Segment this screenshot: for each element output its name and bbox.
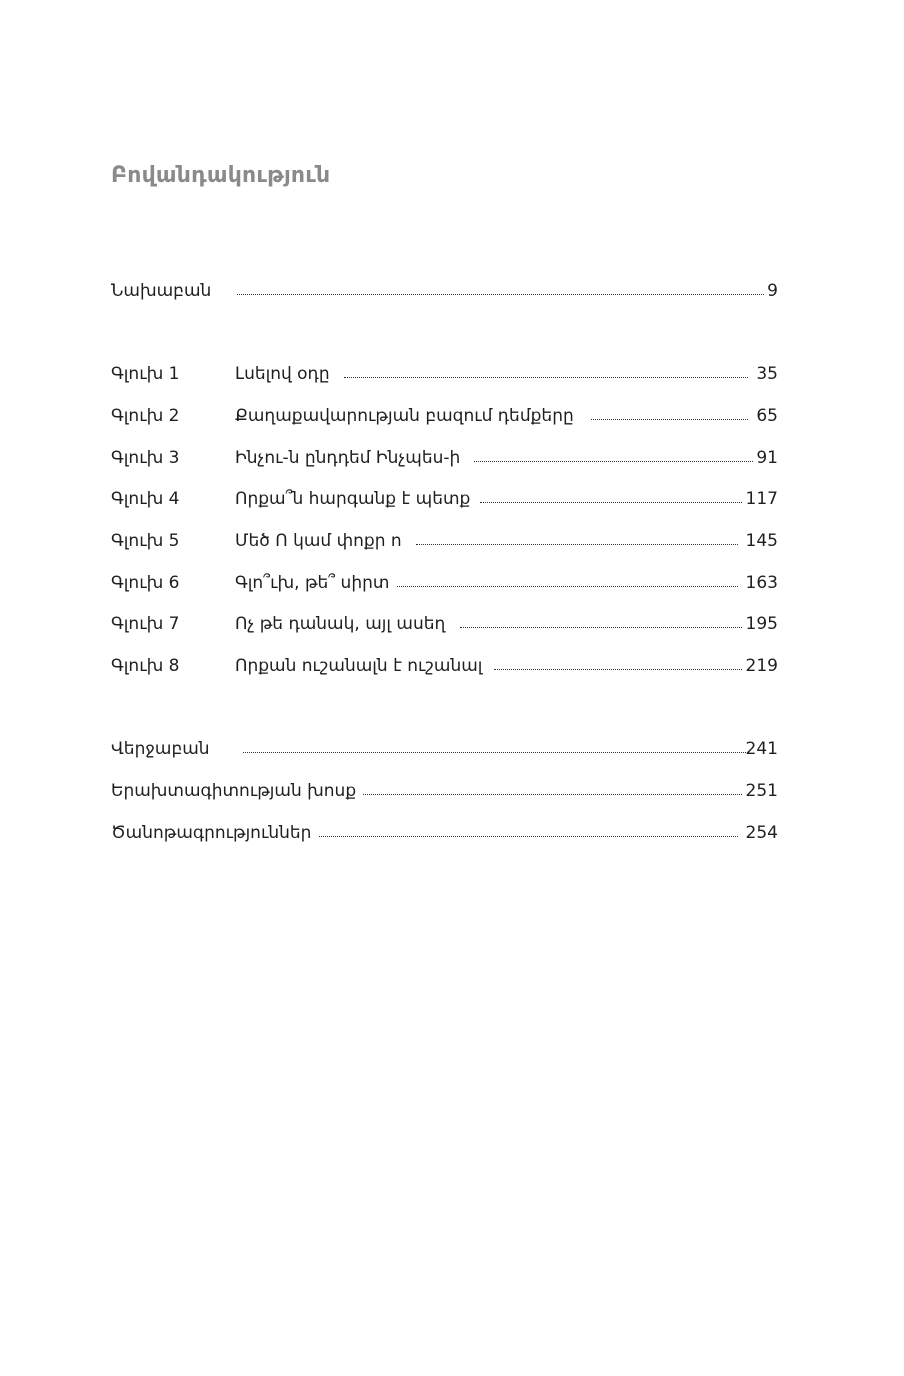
chapter-label: Գլուխ 8 [111, 656, 180, 676]
entry-label: Երախտագիտության խոսք [111, 781, 357, 801]
page-number: 117 [745, 489, 778, 509]
toc-heading: Բովանդակություն [111, 163, 331, 188]
toc-entry-notes[interactable] [111, 821, 778, 845]
chapter-label: Գլուխ 4 [111, 489, 180, 509]
chapter-title: Քաղաքավարության բազում դեմքերը [235, 406, 574, 426]
toc-entry-chapter-7[interactable] [111, 612, 778, 636]
chapter-title: Մեծ Ո կամ փոքր ո [235, 531, 402, 551]
entry-label: Վերջաբան [111, 739, 210, 759]
toc-entry-preface[interactable] [111, 279, 778, 303]
dot-leader [319, 828, 738, 837]
chapter-label: Գլուխ 2 [111, 406, 180, 426]
page-number: 91 [756, 448, 778, 468]
page-number: 195 [745, 614, 778, 634]
chapter-label: Գլուխ 5 [111, 531, 180, 551]
entry-label: Նախաբան [111, 281, 212, 301]
chapter-label: Գլուխ 1 [111, 364, 180, 384]
toc-entry-chapter-6[interactable] [111, 571, 778, 595]
toc-entry-acknowledgements[interactable] [111, 779, 778, 803]
page-number: 9 [767, 281, 778, 301]
entry-label: Ծանոթագրություններ [111, 823, 312, 843]
chapter-label: Գլուխ 3 [111, 448, 180, 468]
page-number: 145 [745, 531, 778, 551]
dot-leader [237, 286, 764, 295]
dot-leader [344, 369, 748, 378]
dot-leader [480, 494, 742, 503]
chapter-title: Որքան ուշանալն է ուշանալ [235, 656, 483, 676]
page-number: 254 [745, 823, 778, 843]
toc-entry-afterword[interactable] [111, 737, 778, 761]
toc-entry-chapter-8[interactable] [111, 654, 778, 678]
chapter-title: Ոչ թե դանակ, այլ ասեղ [235, 614, 446, 634]
chapter-title: Գլո՞ւխ, թե՞ սիրտ [235, 573, 390, 593]
dot-leader [474, 453, 753, 462]
dot-leader [397, 578, 738, 587]
page-number: 65 [756, 406, 778, 426]
toc-entry-chapter-4[interactable] [111, 487, 778, 511]
chapter-title: Որքա՞ն հարգանք է պետք [235, 489, 471, 509]
chapter-label: Գլուխ 7 [111, 614, 180, 634]
dot-leader [460, 619, 742, 628]
toc-entry-chapter-2[interactable] [111, 404, 778, 428]
page-number: 35 [756, 364, 778, 384]
dot-leader [416, 536, 738, 545]
dot-leader [591, 411, 748, 420]
page-number: 163 [745, 573, 778, 593]
dot-leader [243, 744, 748, 753]
toc-entry-chapter-3[interactable] [111, 446, 778, 470]
page-number: 241 [745, 739, 778, 759]
dot-leader [363, 786, 742, 795]
dot-leader [494, 661, 742, 670]
chapter-label: Գլուխ 6 [111, 573, 180, 593]
page-number: 219 [745, 656, 778, 676]
toc-entry-chapter-1[interactable] [111, 362, 778, 386]
page-number: 251 [745, 781, 778, 801]
chapter-title: Ինչու-ն ընդդեմ Ինչպես-ի [235, 448, 461, 468]
toc-entry-chapter-5[interactable] [111, 529, 778, 553]
chapter-title: Լսելով օդը [235, 364, 330, 384]
